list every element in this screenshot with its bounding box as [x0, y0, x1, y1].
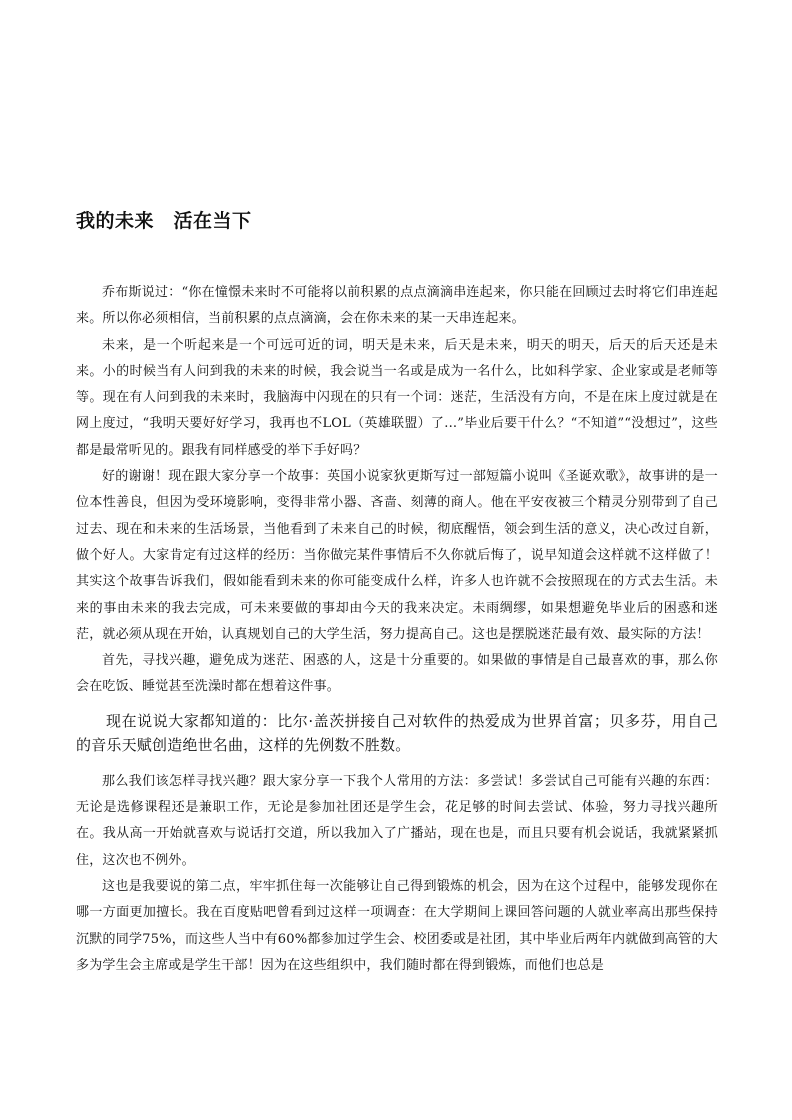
paragraph-try-more: 那么我们该怎样寻找兴趣？跟大家分享一下我个人常用的方法：多尝试！多尝试自己可能有兴趣的东西：无论是选修课程还是兼职工作，无论是参加社团还是学生会，花足够的时间去尝试、体验，努力寻找兴趣所在。我从高一开始就喜欢与说话打交道，所以我加入了广播站，现在也是，而且只要有机会说话，我就紧紧抓住，这次也不例外。 [76, 773, 718, 868]
paragraph-seize-opportunities: 这也是我要说的第二点，牢牢抓住每一次能够让自己得到锻炼的机会，因为在这个过程中，能够发现你在哪一方面更加擅长。我在百度贴吧曾看到过这样一项调查：在大学期间上课回答问题的人就业率高出那些保持沉默的同学75%，而这些人当中有60%都参加过学生会、校团委或是社团，其中毕业后两年内就做到高管的大多为学生会主席或是学生干部！因为在这些组织中，我们随时都在得到锻炼，而他们也总是 [76, 878, 718, 973]
article-title: 我的未来 活在当下 [76, 210, 252, 232]
article-body [76, 280, 718, 979]
paragraph-future-meaning: 未来，是一个听起来是一个可远可近的词，明天是未来，后天是未来，明天的明天，后天的后天还是未来。小的时候当有人问到我的未来的时候，我会说当一名或是成为一名什么，比如科学家、企业家或是老师等等。现在有人问到我的未来时，我脑海中闪现在的只有一个词：迷茫，生活没有方向，不是在床上度过就是在网上度过，“我明天要好好学习，我再也不LOL（英雄联盟）了...”毕业后要干什么？“不知道”“没想过”，这些都是最常听见的。跟我有同样感受的举下手好吗？ [76, 337, 718, 458]
paragraph-jobs-quote: 乔布斯说过：“你在憧憬未来时不可能将以前积累的点点滴滴串连起来，你只能在回顾过去时将它们串连起来。所以你必须相信，当前积累的点点滴滴，会在你未来的某一天串连起来。 [76, 285, 718, 327]
paragraph-find-interest: 首先，寻找兴趣，避免成为迷茫、困惑的人，这是十分重要的。如果做的事情是自己最喜欢的事，那么你会在吃饭、睡觉甚至洗澡时都在想着这件事。 [76, 653, 718, 695]
paragraph-christmas-carol-story: 好的谢谢！现在跟大家分享一个故事：英国小说家狄更斯写过一部短篇小说叫《圣诞欢歌》，故事讲的是一位本性善良，但因为受环境影响，变得非常小器、吝啬、刻薄的商人。他在平安夜被三个精灵分别带到了自己过去、现在和未来的生活场景，当他看到了未来自己的时候，彻底醒悟，领会到生活的意义，决心改过自新，做个好人。大家肯定有过这样的经历：当你做完某件事情后不久你就后悔了，说早知道会这样就不这样做了！其实这个故事告诉我们，假如能看到未来的你可能变成什么样，许多人也许就不会按照现在的方式去生活。未来的事由未来的我去完成，可未来要做的事却由今天的我来决定。未雨绸缪，如果想避免毕业后的困惑和迷茫，就必须从现在开始，认真规划自己的大学生活，努力提高自己。这也是摆脱迷茫最有效、最实际的方法！ [76, 469, 718, 642]
paragraph-examples: 现在说说大家都知道的：比尔·盖茨拼接自己对软件的热爱成为世界首富；贝多芬，用自己的音乐天赋创造绝世名曲，这样的先例数不胜数。 [76, 711, 718, 754]
